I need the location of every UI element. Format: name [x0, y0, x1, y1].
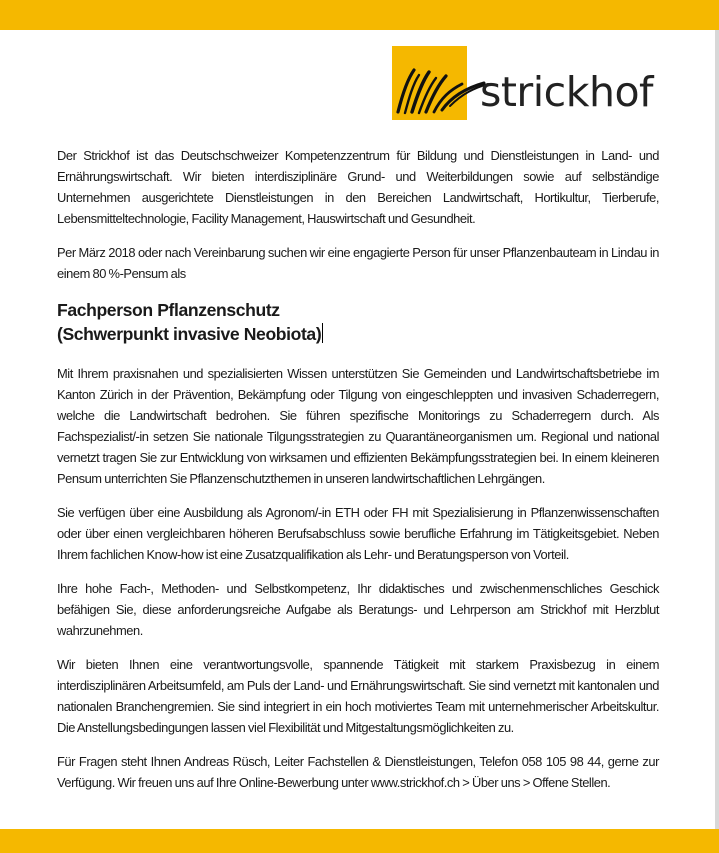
vacancy-paragraph: Per März 2018 oder nach Vereinbarung suchen wir eine engagierte Person für unser Pflanzenbauteam in Lindau in einem 80 %-Pensum als	[57, 245, 659, 281]
job-title-line-2: (Schwerpunkt invasive Neobiota)	[57, 324, 322, 344]
contact-paragraph: Für Fragen steht Ihnen Andreas Rüsch, Leiter Fachstellen & Dienstleistungen, Telefon 058 105 98 44, gerne zur Verfügung. Wir freuen uns auf Ihre Online-Bewerbung unter www.strickhof.ch > Über uns > Offene Stellen.	[57, 754, 659, 790]
text-cursor	[322, 323, 323, 343]
job-posting	[57, 145, 659, 806]
strickhof-logo-icon	[392, 46, 492, 122]
competence-paragraph: Ihre hohe Fach-, Methoden- und Selbstkompetenz, Ihr didaktisches und zwischenmenschliches Geschick befähigen Sie, diese anforderungsreiche Aufgabe als Beratungs- und Lehrperson am Strickhof mit Herzblut wahrzunehmen.	[57, 581, 659, 638]
job-title-line-1: Fachperson Pflanzenschutz	[57, 300, 280, 320]
logo-wordmark: strickhof	[480, 68, 653, 116]
tasks-paragraph: Mit Ihrem praxisnahen und spezialisierten Wissen unterstützen Sie Gemeinden und Landwirtschaftsbetriebe im Kanton Zürich in der Prävention, Bekämpfung oder Tilgung von eingeschleppten und invasiven Schaderregern, welche die Landwirtschaft bedrohen. Sie führen spezifische Monitorings zu Schaderregern durch. Als Fachspezialist/-in setzen Sie nationale Tilgungsstrategien zu Quarantäneorganismen um. Regional und national vernetzt tragen Sie zur Entwicklung von wirksamen und effizienten Bekämpfungsstrategien bei. In einem kleineren Pensum unterrichten Sie Pflanzenschutzthemen in unseren landwirtschaftlichen Lehrgängen.	[57, 366, 659, 486]
top-accent-bar	[0, 0, 719, 30]
intro-paragraph: Der Strickhof ist das Deutschschweizer Kompetenzzentrum für Bildung und Dienstleistungen in Land- und Ernährungswirtschaft. Wir bieten interdisziplinäre Grund- und Weiterbildungen sowie auf selbständige Unternehmen ausgerichtete Dienstleistungen in den Bereichen Landwirtschaft, Hortikultur, Tierberufe, Lebensmitteltechnologie, Facility Management, Hauswirtschaft und Gesundheit.	[57, 148, 659, 226]
page-edge	[715, 30, 719, 829]
strickhof-logo	[392, 46, 660, 122]
requirements-paragraph: Sie verfügen über eine Ausbildung als Agronom/-in ETH oder FH mit Spezialisierung in Pflanzenwissenschaften oder über einen vergleichbaren höheren Berufsabschluss sowie berufliche Erfahrung im Tätigkeitsgebiet. Neben Ihrem fachlichen Know-how ist eine Zusatzqualifikation als Lehr- und Beratungsperson von Vorteil.	[57, 505, 659, 562]
job-title	[57, 298, 659, 346]
bottom-accent-bar	[0, 829, 719, 853]
offer-paragraph: Wir bieten Ihnen eine verantwortungsvolle, spannende Tätigkeit mit starkem Praxisbezug in einem interdisziplinären Arbeitsumfeld, am Puls der Land- und Ernährungswirtschaft. Sie sind vernetzt mit kantonalen und nationalen Branchengremien. Sie sind integriert in ein hoch motiviertes Team mit unternehmerischer Arbeitskultur. Die Anstellungsbedingungen lassen viel Flexibilität und Mitgestaltungsmöglichkeiten zu.	[57, 657, 659, 735]
